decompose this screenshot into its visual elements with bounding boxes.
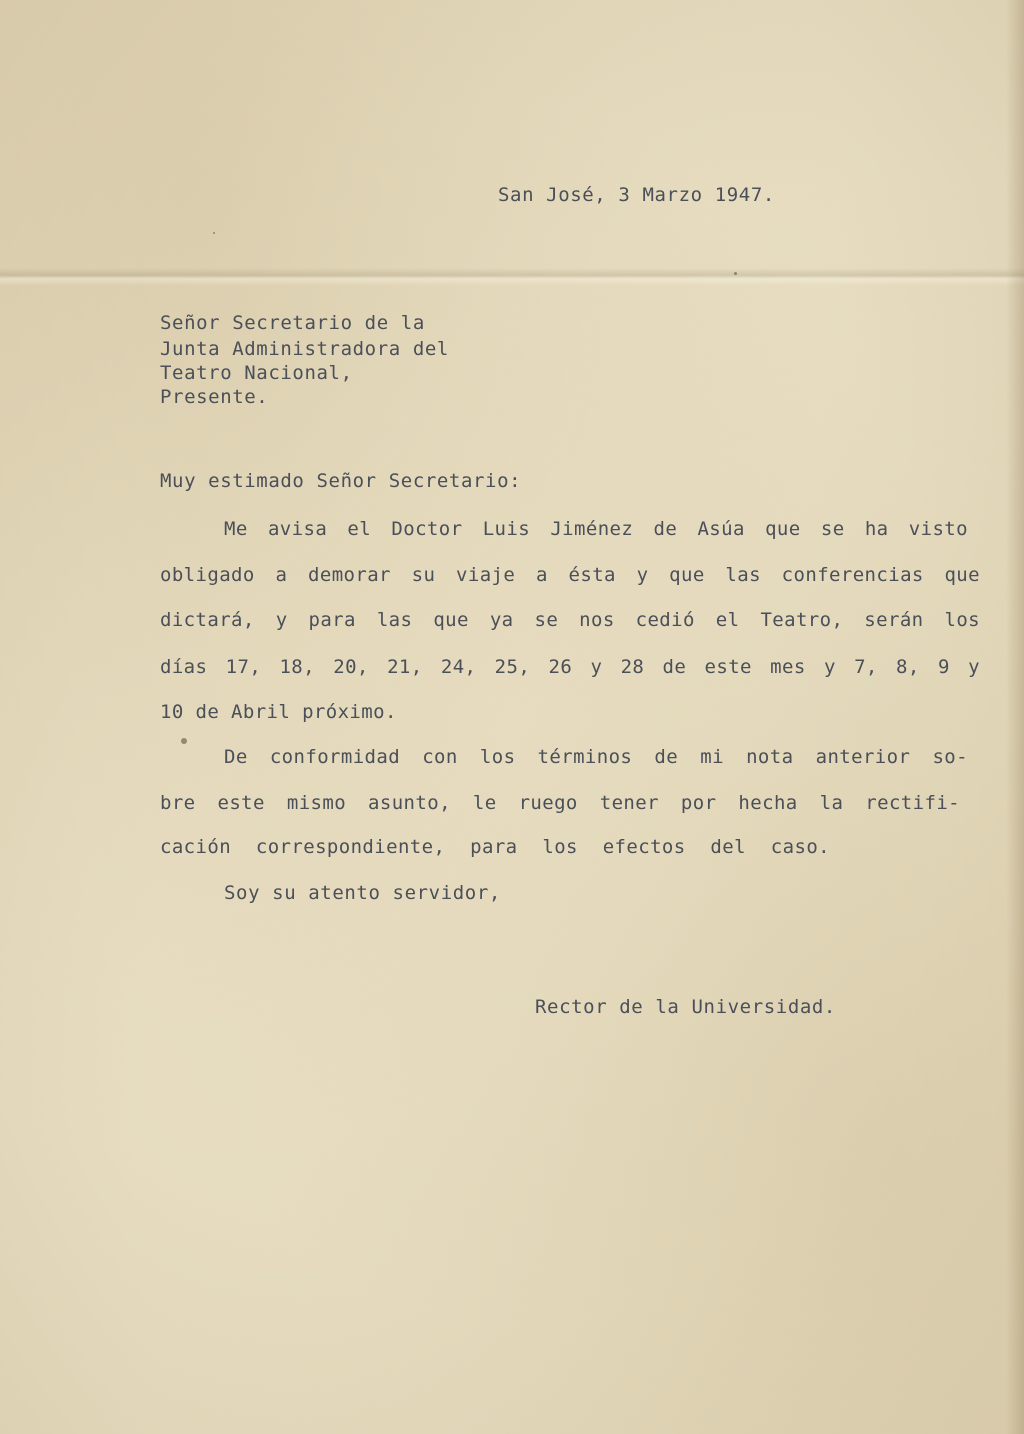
recipient-line: Teatro Nacional, bbox=[160, 362, 353, 384]
paragraph-line: obligado a demorar su viaje a ésta y que las conferencias que bbox=[160, 564, 980, 586]
paragraph-line: cación correspondiente, para los efectos del caso. bbox=[160, 836, 830, 858]
paragraph-line: bre este mismo asunto, le ruego tener por hecha la rectifi- bbox=[160, 792, 960, 814]
paragraph-line: días 17, 18, 20, 21, 24, 25, 26 y 28 de este mes y 7, 8, 9 y bbox=[160, 656, 980, 678]
salutation: Muy estimado Señor Secretario: bbox=[160, 470, 522, 492]
paragraph-line: Me avisa el Doctor Luis Jiménez de Asúa que se ha visto bbox=[224, 518, 968, 540]
ink-spot bbox=[734, 272, 737, 275]
closing: Soy su atento servidor, bbox=[224, 882, 501, 904]
recipient-line: Señor Secretario de la bbox=[160, 312, 425, 334]
paragraph-line: dictará, y para las que ya se nos cedió el Teatro, serán los bbox=[160, 609, 980, 631]
paper-fold bbox=[0, 268, 1024, 286]
paragraph-line: 10 de Abril próximo. bbox=[160, 701, 397, 723]
ink-spot bbox=[213, 232, 215, 234]
paragraph-line: De conformidad con los términos de mi nota anterior so- bbox=[224, 746, 968, 768]
ink-spot bbox=[181, 738, 187, 744]
paper-edge-shadow bbox=[1006, 0, 1024, 1434]
letter-date: San José, 3 Marzo 1947. bbox=[498, 184, 775, 206]
recipient-line: Junta Administradora del bbox=[160, 338, 449, 360]
recipient-line: Presente. bbox=[160, 386, 269, 408]
signature-line: Rector de la Universidad. bbox=[535, 996, 836, 1018]
